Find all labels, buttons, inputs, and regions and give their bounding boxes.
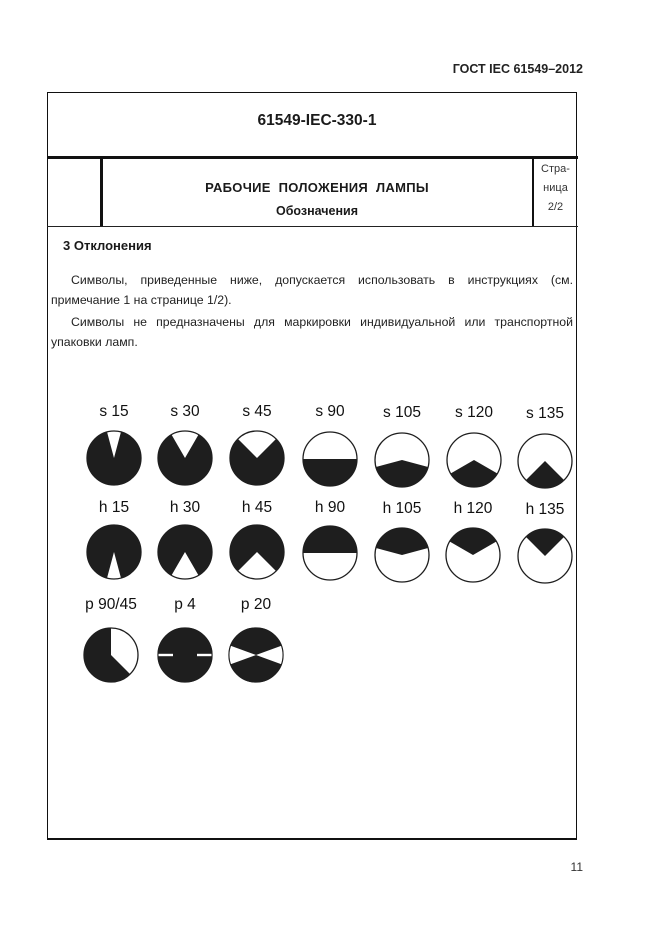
paragraph: Символы, приведенные ниже, допускается использовать в инструкциях (см. примечание 1 на странице 1/2). [51, 273, 573, 307]
lamp-position-symbol-icon [445, 431, 503, 489]
lamp-position-symbol-icon [156, 523, 214, 581]
page-label: Стра- [541, 163, 570, 175]
standard-header: ГОСТ IEC 61549–2012 [452, 62, 583, 76]
symbol-label: h 120 [453, 500, 493, 517]
lamp-position-symbol-icon [227, 626, 285, 684]
page-number: 11 [570, 860, 583, 874]
lamp-position-symbol-icon [301, 524, 359, 582]
lamp-position-symbol-icon [516, 432, 574, 490]
lamp-position-symbol-icon [301, 430, 359, 488]
lamp-position-symbol-icon [373, 431, 431, 489]
sheet-title: РАБОЧИЕ ПОЛОЖЕНИЯ ЛАМПЫ [205, 180, 429, 195]
lamp-position-symbol-icon [516, 527, 574, 585]
symbol-label: s 15 [99, 403, 129, 420]
sheet-subtitle: Обозначения [275, 204, 359, 218]
sheet-code: 61549-IEC-330-1 [257, 112, 377, 129]
symbol-label: s 45 [242, 403, 272, 420]
symbol-label: h 135 [525, 501, 565, 518]
lamp-position-symbol-icon [373, 526, 431, 584]
section-heading: 3 Отклонения [63, 238, 152, 253]
symbol-label: s 90 [315, 403, 345, 420]
symbol-label: s 30 [170, 403, 200, 420]
lamp-position-symbol-icon [156, 429, 214, 487]
symbol-label: s 105 [383, 404, 421, 421]
symbol-label: h 105 [382, 500, 422, 517]
symbol-label: s 135 [526, 405, 564, 422]
symbol-label: h 30 [169, 499, 201, 516]
symbol-label: p 20 [240, 596, 272, 613]
page-label: ница [543, 182, 568, 194]
symbol-label: h 45 [241, 499, 273, 516]
divider [47, 226, 578, 227]
page-indicator [534, 160, 577, 217]
lamp-position-symbol-icon [228, 523, 286, 581]
symbol-label: h 90 [314, 499, 346, 516]
lamp-position-symbol-icon [156, 626, 214, 684]
symbol-label: p 4 [174, 596, 196, 613]
paragraph: Символы не предназначены для маркировки индивидуальной или транспортной упаковки ламп. [51, 315, 573, 349]
lamp-position-symbol-icon [85, 523, 143, 581]
lamp-position-symbol-icon [444, 526, 502, 584]
page-value: 2/2 [547, 201, 564, 213]
symbol-label: s 120 [455, 404, 493, 421]
lamp-position-symbol-icon [228, 429, 286, 487]
symbol-label: h 15 [98, 499, 130, 516]
lamp-position-symbol-icon [85, 429, 143, 487]
lamp-position-symbol-icon [82, 626, 140, 684]
divider [47, 156, 578, 159]
symbol-label: p 90/45 [85, 596, 137, 613]
